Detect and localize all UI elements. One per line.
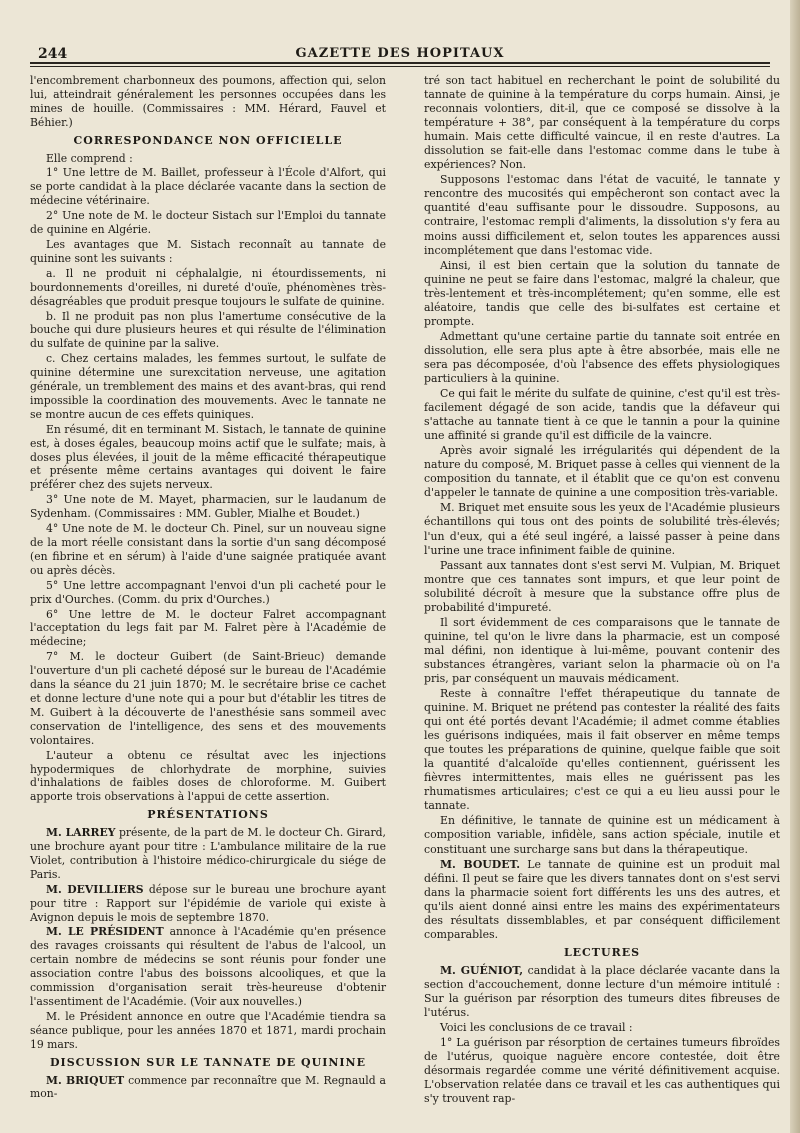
speaker-name: M. BRIQUET [46,1073,125,1087]
section-heading-correspondance: CORRESPONDANCE NON OFFICIELLE [73,133,343,147]
paragraph: L'auteur a obtenu ce résultat avec les injections hypodermiques de chlorhydrate de morphine, suivies d'inhalations de faibles doses de chloroforme. M. Guibert apporte trois observations à l'appui de cette assertion. [30,748,386,804]
paragraph: Ce qui fait le mérite du sulfate de quinine, c'est qu'il est très-facilement dégagé de son acide, tandis que la défaveur qui s'attache au tannate tient à ce que le tannin a pour la quinine une affinité si grande qu'il est difficile de la vaincre. [424,387,780,443]
paragraph [30,883,386,925]
right-column [424,74,780,1107]
paragraph [424,964,780,1020]
list-item: 2° Une note de M. le docteur Sistach sur l'Emploi du tannate de quinine en Algérie. [30,209,386,237]
paragraph: Il sort évidemment de ces comparaisons que le tannate de quinine, tel qu'on le livre dans la pharmacie, est un composé mal défini, non identique à lui-même, pouvant contenir des substances étrangères, variant selon la pharmacie où on l'a pris, par conséquent un mauvais médicament. [424,615,780,685]
paragraph: En résumé, dit en terminant M. Sistach, le tannate de quinine est, à doses égales, beaucoup moins actif que le sulfate; mais, à doses plus élevées, il jouit de la même efficacité thérapeutique et présente même certains avantages qui doivent le faire préférer chez des sujets nerveux. [30,422,386,492]
paragraph-text: commence par reconnaître que M. Regnauld a mon- [30,1073,386,1101]
paragraph: En définitive, le tannate de quinine est un médicament à composition variable, infidèle, sans action spéciale, inutile et constituant une surcharge sans but dans la thérapeutique. [424,814,780,856]
section-heading-presentations: PRÉSENTATIONS [147,808,269,822]
header-rule-thin [30,66,770,67]
paragraph-text: dépose sur le bureau une brochure ayant pour titre : Rapport sur l'épidémie de variole qui existe à Avignon depuis le mois de septembre 1870. [30,882,386,924]
list-item: 1° Une lettre de M. Baillet, professeur à l'École d'Alfort, qui se porte candidat à la place déclarée vacante dans la section de médecine vétérinaire. [30,166,386,208]
paragraph: M. le Président annonce en outre que l'Académie tiendra sa séance publique, pour les années 1870 et 1871, mardi prochain 19 mars. [30,1009,386,1051]
list-item: c. Chez certains malades, les femmes surtout, le sulfate de quinine détermine une surexcitation nerveuse, une agitation générale, un tremblement des mains et des avant-bras, qui rend impossible la coordination des mouvements. Avec le tannate ne se montre aucun de ces effets quiniques. [30,352,386,421]
list-item: 4° Une note de M. le docteur Ch. Pinel, sur un nouveau signe de la mort réelle consistant dans la sortie d'un sang décomposé (en fibrine et en sérum) à l'aide d'une saignée pratiquée avant ou après décès. [30,522,386,577]
paragraph: M. Briquet met ensuite sous les yeux de l'Académie plusieurs échantillons qui tous ont des points de solubilité très-élevés; l'un d'eux, qui a été seul ingéré, a laissé passer à peine dans l'urine une trace infiniment faible de quinine. [424,501,780,557]
paragraph: tré son tact habituel en recherchant le point de solubilité du tannate de quinine à la température du corps humain. Ainsi, je reconnais volontiers, dit-il, que ce composé se dissolve à la température + 38°, par conséquent à la température du corps humain. Mais cette difficulté vaincue, il en reste d'autres. La dissolution se fait-elle dans l'estomac comme dans le tube à expériences? Non. [424,74,780,172]
paragraph-text: Le tannate de quinine est un produit mal défini. Il peut se faire que les divers tannates dont on s'est servi dans la pharmacie soient fort différents les uns des autres, et qu'ils aient donné ainsi entre les mains des expérimentateurs des résultats dissemblables, et par conséquent difficilement comparables. [424,857,781,941]
paragraph [30,925,386,1008]
paragraph: Elle comprend : [46,151,133,165]
page-number: 244 [38,46,68,62]
paragraph-text: candidat à la place déclarée vacante dans la section d'accouchement, donne lecture d'un mémoire intitulé : Sur la guérison par résorption des tumeurs dites fibreuses de l'utérus. [424,963,780,1020]
list-item: 7° M. le docteur Guibert (de Saint-Brieuc) demande l'ouverture d'un pli cacheté déposé sur le bureau de l'Académie dans la séance du 21 juin 1870; M. le secrétaire brise ce cachet et donne lecture d'une note qui a pour but d'établir les titres de M. Guibert à la découverte de l'anesthésie sans sommeil avec conservation de l'intelligence, des sens et des mouvements volontaires. [30,650,386,747]
paragraph: Les avantages que M. Sistach reconnaît au tannate de quinine sont les suivants : [30,237,386,265]
paragraph: Reste à connaître l'effet thérapeutique du tannate de quinine. M. Briquet ne prétend pas contester la réalité des faits qui ont été portés devant l'Académie; il admet comme établies les guérisons indiquées, mais il fait observer en même temps que toutes les préparations de quinine, quelque faible que soit la quantité d'alcaloïde qu'elles contiennent, guérissent les fièvres intermittentes, mais elles ne guérissent pas les rhumatismes articulaires; c'est ce qui a eu lieu aussi pour le tannate. [424,687,780,813]
list-item: 1° La guérison par résorption de certaines tumeurs fibroïdes de l'utérus, quoique naguère encore contestée, doit être désormais regardée comme une vérité définitivement acquise. L'observation relatée dans ce travail et les cas authentiques qui s'y trouvent rap- [424,1036,780,1106]
page-header [30,38,770,62]
list-item: 3° Une note de M. Mayet, pharmacien, sur le laudanum de Sydenham. (Commissaires : MM. Gubler, Mialhe et Boudet.) [30,493,386,521]
section-heading-discussion: DISCUSSION SUR LE TANNATE DE QUININE [50,1055,366,1069]
paragraph: Supposons l'estomac dans l'état de vacuité, le tannate y rencontre des mucosités qui empêcheront son contact avec la quantité d'eau suffisante pour le dissoudre. Supposons, au contraire, l'estomac rempli d'aliments, la dissolution s'y fera au moins aussi difficilement et, selon toutes les apparences aussi incomplétement que dans l'estomac vide. [424,173,780,257]
paragraph: Après avoir signalé les irrégularités qui dépendent de la nature du composé, M. Briquet passe à celles qui viennent de la composition du tannate, et il établit que ce qu'on est convenu d'appeler le tannate de quinine a une composition très-variable. [424,444,780,500]
paragraph [424,858,780,942]
header-rule-thick [30,62,770,64]
running-title: GAZETTE DES HOPITAUX [295,46,505,61]
paragraph [30,1074,386,1102]
speaker-name: M. DEVILLIERS [46,882,144,896]
list-item: b. Il ne produit pas non plus l'amertume consécutive de la bouche qui dure plusieurs heures et qui résulte de l'élimination du sulfate de quinine par la salive. [30,309,386,351]
page-edge [790,0,800,1133]
speaker-name: M. BOUDET. [440,857,521,871]
list-item: 6° Une lettre de M. le docteur Falret accompagnant l'acceptation du legs fait par M. Falret père à l'Académie de médecine; [30,607,386,649]
paragraph: Ainsi, il est bien certain que la solution du tannate de quinine ne peut se faire dans l'estomac, malgré la chaleur, que très-lentement et très-incomplétement; qu'en somme, elle est aléatoire, tandis que celle des bi-sulfates est certaine et prompte. [424,258,780,328]
paragraph: Admettant qu'une certaine partie du tannate soit entrée en dissolution, elle sera plus apte à être absorbée, mais elle ne sera pas décomposée, d'où l'absence des effets physiologiques particuliers à la quinine. [424,329,780,385]
list-item: a. Il ne produit ni céphalalgie, ni étourdissements, ni bourdonnements d'oreilles, ni dureté d'ouïe, phénomènes très-désagréables que produit presque toujours le sulfate de quinine. [30,266,386,308]
left-column [30,74,386,1102]
paragraph-text: présente, de la part de M. le docteur Ch. Girard, une brochure ayant pour titre : L'ambulance militaire de la rue Violet, contribution à l'histoire médico-chirurgicale du siége de Paris. [30,826,386,881]
section-heading-lectures: LECTURES [563,945,641,959]
paragraph [30,826,386,882]
paragraph: Passant aux tannates dont s'est servi M. Vulpian, M. Briquet montre que ces tannates sont impurs, et que leur point de solubilité décroît à mesure que la substance offre plus de probabilité d'impureté. [424,558,780,614]
paragraph: Voici les conclusions de ce travail : [440,1021,633,1035]
speaker-name: M. GUÉNIOT, [440,963,524,977]
speaker-name: M. LE PRÉSIDENT [46,925,164,939]
paragraph: l'encombrement charbonneux des poumons, affection qui, selon lui, atteindrait généralement les personnes occupées dans les mines de houille. (Commissaires : MM. Hérard, Fauvel et Béhier.) [30,74,386,129]
paragraph-text: annonce à l'Académie qu'en présence des ravages croissants qui résultent de l'abus de l'alcool, un certain nombre de médecins se sont réunis pour fonder une association contre l'abus des boissons alcooliques, et que la commission d'organisation serait très-heureuse d'obtenir l'assentiment de l'Académie. (Voir aux nouvelles.) [30,925,386,1008]
list-item: 5° Une lettre accompagnant l'envoi d'un pli cacheté pour le prix d'Ourches. (Comm. du prix d'Ourches.) [30,578,386,606]
speaker-name: M. LARREY [46,826,116,840]
